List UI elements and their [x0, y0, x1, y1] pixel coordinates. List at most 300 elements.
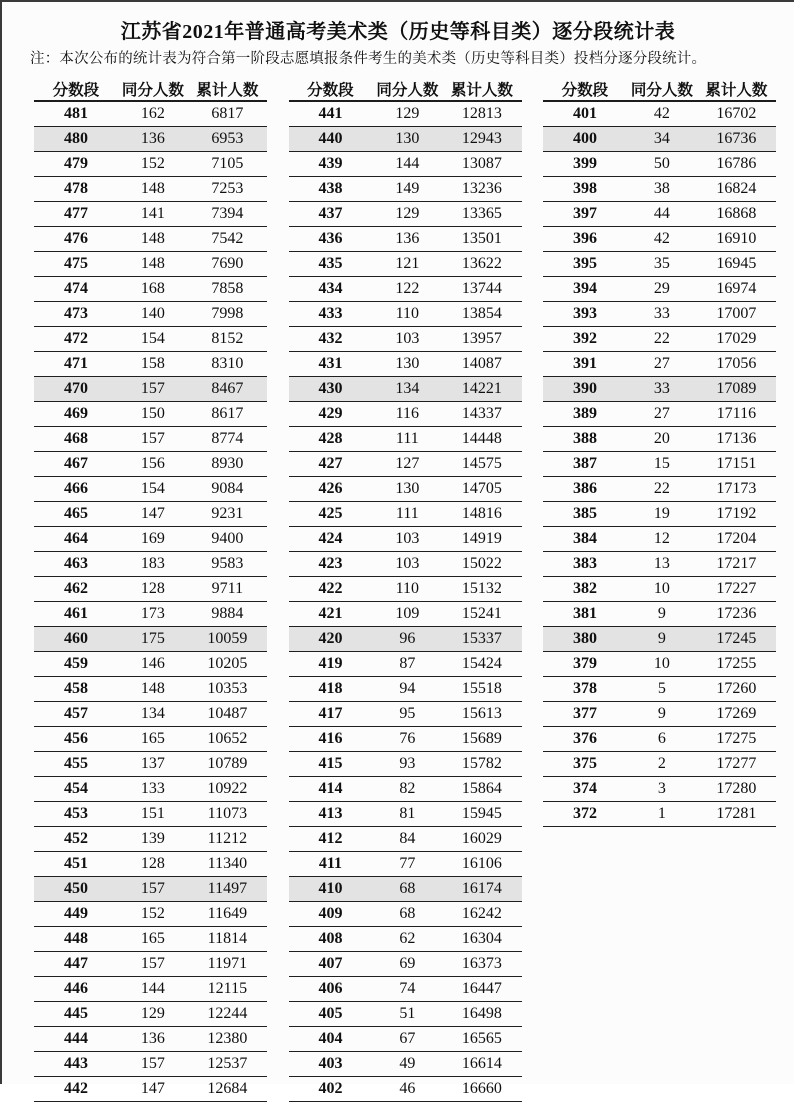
cumulative-count-cell: 15424: [461, 655, 502, 672]
score-range-cell: 440: [318, 130, 343, 147]
table-row: [543, 127, 776, 152]
score-range-cell: 445: [63, 1005, 88, 1022]
table-row: [34, 377, 267, 402]
same-score-count-cell: 9: [657, 605, 666, 622]
table-row: [34, 827, 267, 852]
same-score-count-cell: 96: [399, 630, 416, 647]
same-score-count-cell: 136: [140, 130, 165, 147]
score-range-cell: 480: [63, 130, 88, 147]
cumulative-count-cell: 7542: [211, 230, 244, 247]
table-row: [34, 127, 267, 152]
score-range-cell: 477: [63, 205, 88, 222]
same-score-count-cell: 29: [653, 280, 670, 297]
cumulative-count-cell: 11649: [207, 905, 248, 922]
same-score-count-cell: 183: [140, 555, 165, 572]
cumulative-count-cell: 11212: [207, 830, 248, 847]
same-score-count-cell: 68: [399, 880, 416, 897]
cumulative-count-cell: 16447: [461, 980, 502, 997]
cumulative-count-cell: 15132: [461, 580, 502, 597]
same-score-count-cell: 148: [140, 680, 165, 697]
table-row: [34, 527, 267, 552]
table-row: [34, 202, 267, 227]
cumulative-count-cell: 17089: [716, 380, 757, 397]
same-score-count-cell: 22: [653, 330, 670, 347]
table-row: [543, 352, 776, 377]
table-row: [34, 652, 267, 677]
cumulative-count-cell: 13501: [461, 230, 502, 247]
cumulative-count-cell: 10652: [207, 730, 248, 747]
table-row: [34, 177, 267, 202]
cumulative-count-cell: 13854: [461, 305, 502, 322]
table-row: [543, 802, 776, 827]
same-score-count-cell: 19: [653, 505, 670, 522]
cumulative-count-cell: 7105: [211, 155, 244, 172]
cumulative-count-cell: 15518: [461, 680, 502, 697]
same-score-count-cell: 140: [140, 305, 165, 322]
score-range-cell: 478: [63, 180, 88, 197]
score-range-cell: 450: [63, 880, 88, 897]
table-row: [34, 302, 267, 327]
table-row: [289, 402, 522, 427]
same-score-count-cell: 148: [140, 180, 165, 197]
same-score-count-cell: 128: [140, 855, 165, 872]
score-range-cell: 457: [63, 705, 88, 722]
cumulative-count-cell: 17275: [716, 730, 757, 747]
cumulative-count-cell: 6953: [211, 130, 244, 147]
table-row: [34, 352, 267, 377]
table-row: [289, 127, 522, 152]
score-range-cell: 451: [63, 855, 88, 872]
cumulative-count-cell: 8310: [211, 355, 244, 372]
table-row: [289, 152, 522, 177]
header-score-range: 分数段: [52, 81, 100, 99]
score-range-cell: 452: [63, 830, 88, 847]
score-range-cell: 441: [318, 105, 343, 122]
table-groups: [2, 77, 794, 1102]
score-range-cell: 410: [318, 880, 343, 897]
table-row: [34, 477, 267, 502]
same-score-count-cell: 2: [657, 755, 666, 772]
score-range-cell: 438: [318, 180, 343, 197]
table-row: [34, 927, 267, 952]
cumulative-count-cell: 16565: [461, 1030, 502, 1047]
score-range-cell: 459: [63, 655, 88, 672]
score-range-cell: 374: [572, 780, 597, 797]
cumulative-count-cell: 16304: [461, 930, 502, 947]
score-range-cell: 461: [63, 605, 88, 622]
cumulative-count-cell: 16702: [716, 105, 757, 122]
same-score-count-cell: 94: [399, 680, 416, 697]
table-row: [34, 752, 267, 777]
cumulative-count-cell: 8774: [211, 430, 244, 447]
same-score-count-cell: 111: [395, 430, 419, 447]
cumulative-count-cell: 7253: [211, 180, 244, 197]
same-score-count-cell: 157: [140, 380, 165, 397]
table-row: [34, 627, 267, 652]
same-score-count-cell: 76: [399, 730, 416, 747]
table-row: [34, 277, 267, 302]
cumulative-count-cell: 15689: [461, 730, 502, 747]
same-score-count-cell: 162: [140, 105, 165, 122]
same-score-count-cell: 74: [399, 980, 416, 997]
score-range-cell: 382: [572, 580, 597, 597]
score-range-cell: 430: [318, 380, 343, 397]
cumulative-count-cell: 8152: [211, 330, 244, 347]
cumulative-count-cell: 7998: [211, 305, 244, 322]
cumulative-count-cell: 17173: [716, 480, 757, 497]
table-row: [289, 602, 522, 627]
cumulative-count-cell: 15613: [461, 705, 502, 722]
table-row: [543, 277, 776, 302]
cumulative-count-cell: 14575: [461, 455, 502, 472]
cumulative-count-cell: 9711: [211, 580, 244, 597]
cumulative-count-cell: 14087: [461, 355, 502, 372]
table-row: [543, 202, 776, 227]
score-range-cell: 448: [63, 930, 88, 947]
table-row: [289, 852, 522, 877]
cumulative-count-cell: 16614: [461, 1055, 502, 1072]
same-score-count-cell: 149: [395, 180, 420, 197]
score-range-cell: 375: [572, 755, 597, 772]
cumulative-count-cell: 13744: [461, 280, 502, 297]
table-row: [289, 977, 522, 1002]
score-range-cell: 460: [63, 630, 88, 647]
table-row: [34, 702, 267, 727]
table-row: [289, 777, 522, 802]
same-score-count-cell: 103: [395, 330, 420, 347]
score-range-cell: 389: [572, 405, 597, 422]
same-score-count-cell: 148: [140, 230, 165, 247]
same-score-count-cell: 129: [395, 105, 420, 122]
table-row: [289, 627, 522, 652]
cumulative-count-cell: 11073: [207, 805, 248, 822]
cumulative-count-cell: 16029: [461, 830, 502, 847]
header-cumulative-count: 累计人数: [705, 81, 768, 99]
same-score-count-cell: 15: [653, 455, 670, 472]
score-range-cell: 405: [318, 1005, 343, 1022]
table-row: [543, 702, 776, 727]
table-row: [543, 752, 776, 777]
score-range-cell: 424: [318, 530, 343, 547]
table-row: [543, 177, 776, 202]
same-score-count-cell: 27: [653, 405, 670, 422]
table-row: [543, 527, 776, 552]
cumulative-count-cell: 10059: [207, 630, 248, 647]
table-row: [289, 227, 522, 252]
score-range-cell: 420: [318, 630, 343, 647]
same-score-count-cell: 144: [140, 980, 165, 997]
same-score-count-cell: 103: [395, 530, 420, 547]
table-group-1: [34, 77, 267, 1102]
cumulative-count-cell: 10789: [207, 755, 248, 772]
table-row: [289, 677, 522, 702]
table-row: [34, 327, 267, 352]
cumulative-count-cell: 9231: [211, 505, 244, 522]
table-row: [34, 727, 267, 752]
same-score-count-cell: 127: [395, 455, 420, 472]
score-range-cell: 402: [318, 1080, 343, 1097]
header-score-range: 分数段: [307, 81, 354, 99]
table-row: [543, 102, 776, 127]
table-row: [543, 652, 776, 677]
table-row: [289, 952, 522, 977]
same-score-count-cell: 34: [653, 130, 670, 147]
score-range-cell: 387: [572, 455, 597, 472]
table-row: [543, 602, 776, 627]
same-score-count-cell: 144: [395, 155, 420, 172]
table-row: [543, 427, 776, 452]
table-row: [543, 327, 776, 352]
score-range-cell: 411: [318, 855, 342, 872]
table-row: [543, 502, 776, 527]
same-score-count-cell: 154: [140, 330, 165, 347]
cumulative-count-cell: 6817: [211, 105, 244, 122]
score-range-cell: 380: [572, 630, 597, 647]
cumulative-count-cell: 17029: [716, 330, 757, 347]
cumulative-count-cell: 9084: [211, 480, 244, 497]
table-row: [34, 677, 267, 702]
table-row: [34, 777, 267, 802]
same-score-count-cell: 157: [140, 880, 165, 897]
table-row: [543, 677, 776, 702]
cumulative-count-cell: 17245: [716, 630, 757, 647]
cumulative-count-cell: 9884: [211, 605, 244, 622]
cumulative-count-cell: 17281: [716, 805, 757, 822]
score-range-cell: 401: [572, 105, 597, 122]
same-score-count-cell: 130: [395, 130, 420, 147]
score-range-cell: 473: [63, 305, 88, 322]
table-row: [34, 502, 267, 527]
cumulative-count-cell: 7858: [211, 280, 244, 297]
table-row: [34, 552, 267, 577]
cumulative-count-cell: 14337: [461, 405, 502, 422]
score-range-cell: 434: [318, 280, 343, 297]
score-range-cell: 384: [572, 530, 597, 547]
score-range-cell: 454: [63, 780, 88, 797]
same-score-count-cell: 10: [653, 580, 670, 597]
cumulative-count-cell: 17007: [716, 305, 757, 322]
same-score-count-cell: 136: [140, 1030, 165, 1047]
table-row: [543, 302, 776, 327]
same-score-count-cell: 122: [395, 280, 420, 297]
table-row: [543, 402, 776, 427]
score-range-cell: 386: [572, 480, 597, 497]
cumulative-count-cell: 13236: [461, 180, 502, 197]
same-score-count-cell: 77: [399, 855, 416, 872]
table-row: [289, 177, 522, 202]
cumulative-count-cell: 17260: [716, 680, 757, 697]
table-row: [34, 452, 267, 477]
same-score-count-cell: 158: [140, 355, 165, 372]
score-range-cell: 458: [63, 680, 88, 697]
cumulative-count-cell: 11340: [207, 855, 248, 872]
cumulative-count-cell: 10353: [207, 680, 248, 697]
score-range-cell: 472: [63, 330, 88, 347]
score-range-cell: 416: [318, 730, 343, 747]
same-score-count-cell: 69: [399, 955, 416, 972]
cumulative-count-cell: 16910: [716, 230, 757, 247]
cumulative-count-cell: 17204: [716, 530, 757, 547]
table-row: [289, 752, 522, 777]
header-same-score-count: 同分人数: [376, 81, 439, 99]
note-text: 注：本次公布的统计表为符合第一阶段志愿填报条件考生的美术类（历史等科目类）投档分逐分段统计。: [30, 51, 707, 67]
same-score-count-cell: 62: [399, 930, 416, 947]
cumulative-count-cell: 15945: [461, 805, 502, 822]
score-range-cell: 466: [63, 480, 88, 497]
score-range-cell: 437: [318, 205, 343, 222]
score-range-cell: 408: [318, 930, 343, 947]
score-range-cell: 397: [572, 205, 597, 222]
same-score-count-cell: 44: [653, 205, 670, 222]
table-header: [34, 77, 267, 102]
same-score-count-cell: 130: [395, 355, 420, 372]
table-row: [34, 252, 267, 277]
table-row: [34, 977, 267, 1002]
cumulative-count-cell: 16660: [461, 1080, 502, 1097]
same-score-count-cell: 146: [140, 655, 165, 672]
table-row: [34, 952, 267, 977]
same-score-count-cell: 12: [653, 530, 670, 547]
score-range-cell: 467: [63, 455, 88, 472]
cumulative-count-cell: 14705: [461, 480, 502, 497]
cumulative-count-cell: 16824: [716, 180, 757, 197]
cumulative-count-cell: 15782: [461, 755, 502, 772]
header-cumulative-count: 累计人数: [450, 81, 513, 99]
table-row: [289, 352, 522, 377]
table-row: [289, 1002, 522, 1027]
table-row: [34, 427, 267, 452]
score-range-cell: 404: [318, 1030, 343, 1047]
table-row: [543, 227, 776, 252]
same-score-count-cell: 121: [395, 255, 420, 272]
cumulative-count-cell: 17255: [716, 655, 757, 672]
table-row: [34, 577, 267, 602]
table-row: [289, 327, 522, 352]
cumulative-count-cell: 16868: [716, 205, 757, 222]
cumulative-count-cell: 14448: [461, 430, 502, 447]
same-score-count-cell: 68: [399, 905, 416, 922]
same-score-count-cell: 103: [395, 555, 420, 572]
cumulative-count-cell: 12684: [207, 1080, 248, 1097]
table-row: [289, 927, 522, 952]
table-row: [289, 1052, 522, 1077]
table-row: [34, 227, 267, 252]
table-row: [543, 477, 776, 502]
score-range-cell: 463: [63, 555, 88, 572]
score-range-cell: 456: [63, 730, 88, 747]
cumulative-count-cell: 16498: [461, 1005, 502, 1022]
table-row: [289, 252, 522, 277]
score-range-cell: 462: [63, 580, 88, 597]
same-score-count-cell: 1: [657, 805, 666, 822]
table-row: [34, 602, 267, 627]
table-row: [34, 1027, 267, 1052]
score-range-cell: 372: [572, 805, 597, 822]
same-score-count-cell: 27: [653, 355, 670, 372]
same-score-count-cell: 150: [140, 405, 165, 422]
table-row: [34, 1052, 267, 1077]
same-score-count-cell: 136: [395, 230, 420, 247]
same-score-count-cell: 82: [399, 780, 416, 797]
same-score-count-cell: 81: [399, 805, 416, 822]
table-row: [289, 452, 522, 477]
table-row: [289, 527, 522, 552]
cumulative-count-cell: 11497: [207, 880, 248, 897]
score-range-cell: 376: [572, 730, 597, 747]
score-range-cell: 421: [318, 605, 343, 622]
score-range-cell: 414: [318, 780, 343, 797]
table-row: [543, 552, 776, 577]
score-range-cell: 442: [63, 1080, 88, 1097]
cumulative-count-cell: 12537: [207, 1055, 248, 1072]
score-range-cell: 388: [572, 430, 597, 447]
table-group-3: [543, 77, 776, 827]
cumulative-count-cell: 17227: [716, 580, 757, 597]
cumulative-count-cell: 15337: [461, 630, 502, 647]
score-range-cell: 409: [318, 905, 343, 922]
score-range-cell: 403: [318, 1055, 343, 1072]
score-range-cell: 385: [572, 505, 597, 522]
cumulative-count-cell: 11971: [207, 955, 248, 972]
cumulative-count-cell: 16786: [716, 155, 757, 172]
cumulative-count-cell: 9400: [211, 530, 244, 547]
cumulative-count-cell: 16174: [461, 880, 502, 897]
cumulative-count-cell: 8467: [211, 380, 244, 397]
same-score-count-cell: 165: [140, 730, 165, 747]
same-score-count-cell: 46: [399, 1080, 416, 1097]
same-score-count-cell: 6: [657, 730, 666, 747]
same-score-count-cell: 151: [140, 805, 165, 822]
score-range-cell: 449: [63, 905, 88, 922]
same-score-count-cell: 157: [140, 1055, 165, 1072]
score-range-cell: 427: [318, 455, 343, 472]
cumulative-count-cell: 12115: [207, 980, 248, 997]
score-range-cell: 413: [318, 805, 343, 822]
score-range-cell: 432: [318, 330, 343, 347]
same-score-count-cell: 129: [395, 205, 420, 222]
same-score-count-cell: 33: [653, 305, 670, 322]
same-score-count-cell: 139: [140, 830, 165, 847]
same-score-count-cell: 133: [140, 780, 165, 797]
score-range-cell: 419: [318, 655, 343, 672]
table-row: [34, 1002, 267, 1027]
table-row: [289, 552, 522, 577]
cumulative-count-cell: 15864: [461, 780, 502, 797]
score-range-cell: 398: [572, 180, 597, 197]
table-rows: [34, 102, 267, 1102]
same-score-count-cell: 148: [140, 255, 165, 272]
same-score-count-cell: 9: [657, 630, 666, 647]
table-rows: [543, 102, 776, 827]
cumulative-count-cell: 12943: [461, 130, 502, 147]
same-score-count-cell: 157: [140, 430, 165, 447]
same-score-count-cell: 13: [653, 555, 670, 572]
same-score-count-cell: 87: [399, 655, 416, 672]
same-score-count-cell: 111: [395, 505, 419, 522]
page-title: 江苏省2021年普通高考美术类（历史等科目类）逐分段统计表: [120, 21, 676, 43]
cumulative-count-cell: 12244: [207, 1005, 248, 1022]
table-row: [34, 902, 267, 927]
header-same-score-count: 同分人数: [630, 81, 693, 99]
same-score-count-cell: 147: [140, 505, 165, 522]
same-score-count-cell: 51: [399, 1005, 416, 1022]
table-row: [34, 1077, 267, 1102]
same-score-count-cell: 175: [140, 630, 165, 647]
same-score-count-cell: 173: [140, 605, 165, 622]
table-row: [543, 777, 776, 802]
score-range-cell: 465: [63, 505, 88, 522]
same-score-count-cell: 157: [140, 955, 165, 972]
